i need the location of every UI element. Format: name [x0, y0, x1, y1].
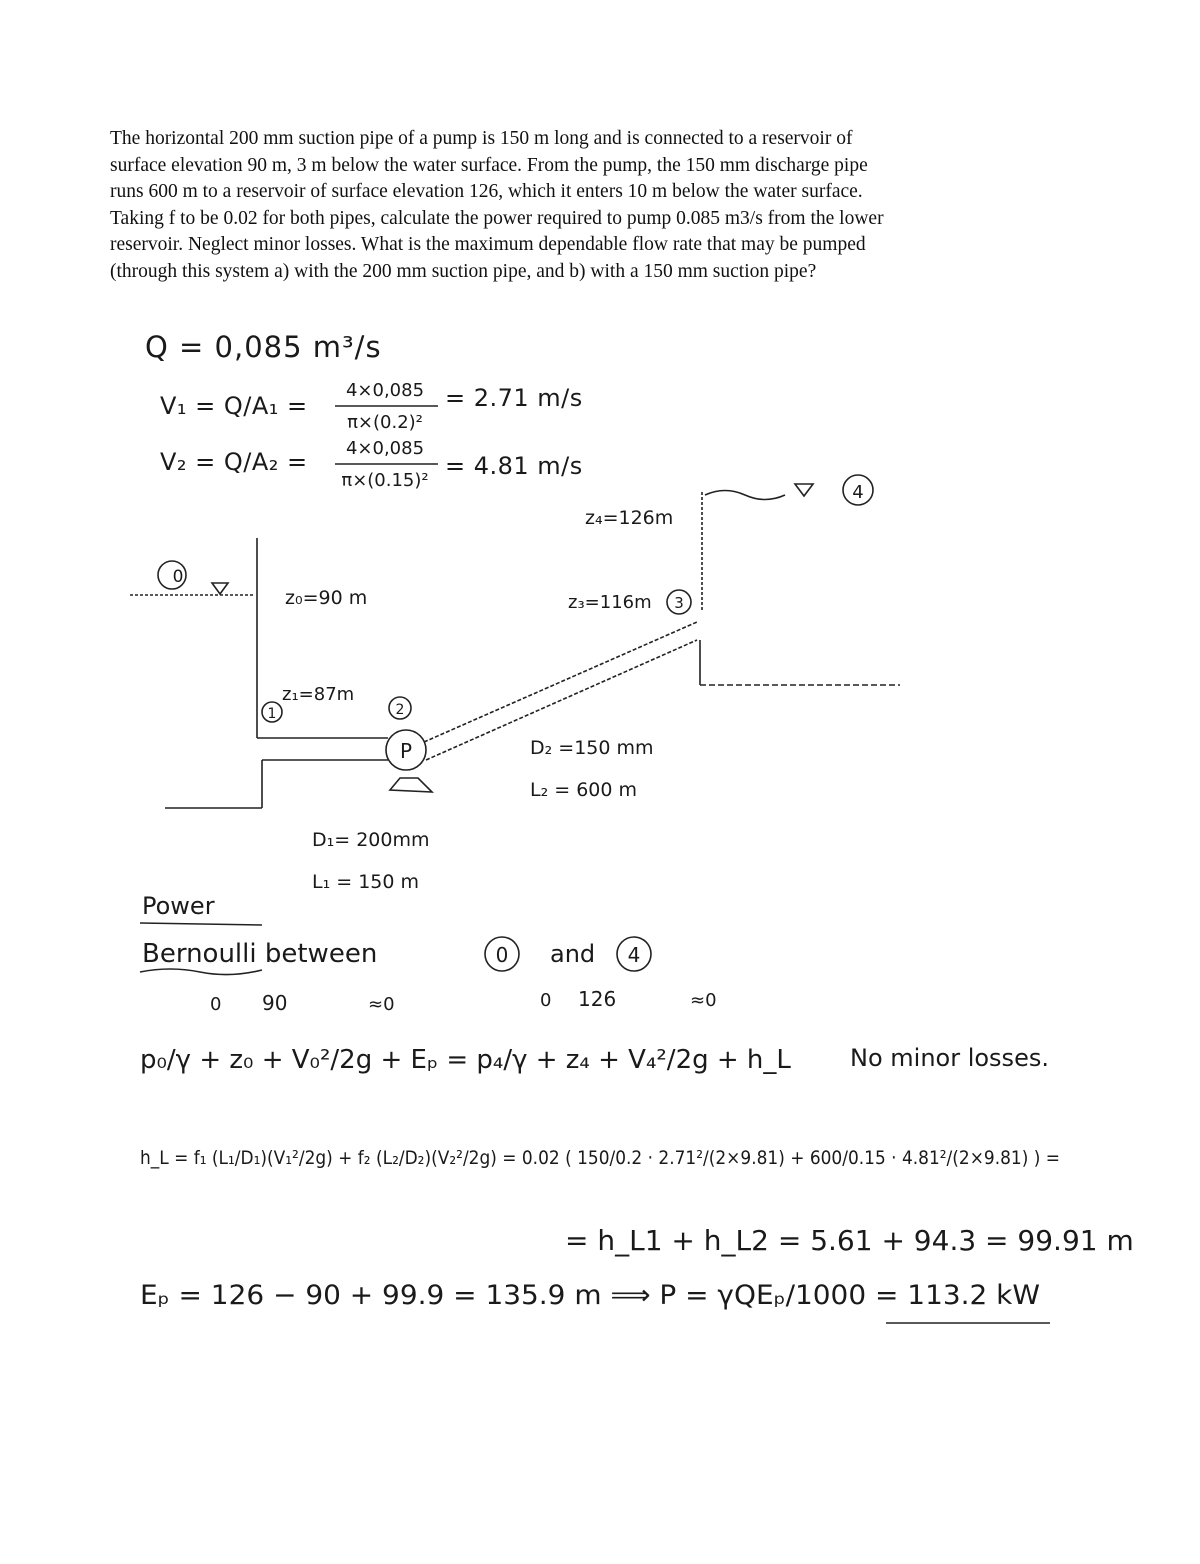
- pump-symbol: [386, 730, 426, 770]
- problem-line: (through this system a) with the 200 mm suction pipe, and b) with a 150 mm suction pipe?: [110, 260, 817, 282]
- point-label: 1: [267, 706, 277, 722]
- point-marker-4: [617, 937, 651, 971]
- point-marker-1: [262, 702, 282, 722]
- problem-line: Taking f to be 0.02 for both pipes, calculate the power required to pump 0.085 m3/s from the lower: [110, 207, 884, 229]
- point-marker-0: [158, 561, 186, 589]
- point-label: 2: [395, 702, 405, 718]
- problem-statement: [110, 126, 1070, 285]
- point-label: 0: [172, 567, 184, 587]
- annotation-p0: 0: [210, 994, 222, 1015]
- point-marker-2: [389, 697, 411, 719]
- point-marker-0: [485, 937, 519, 971]
- v1-label: V₁ = Q/A₁ =: [160, 392, 308, 420]
- suction-length: L₁ = 150 m: [312, 871, 420, 893]
- point-marker-4: [843, 475, 873, 505]
- flow-rate: Q = 0,085 m³/s: [145, 330, 382, 364]
- elevation-z4: z₄=126m: [585, 507, 674, 529]
- v2-result: = 4.81 m/s: [445, 452, 583, 480]
- power-heading: Power: [142, 892, 215, 920]
- suction-diameter: D₁= 200mm: [312, 829, 430, 851]
- point-label: 4: [852, 482, 864, 503]
- annotation-v4: ≈0: [690, 990, 717, 1011]
- water-surface-icon: [212, 583, 228, 594]
- annotation-p4: 0: [540, 990, 552, 1011]
- v1-result: = 2.71 m/s: [445, 384, 583, 412]
- discharge-pipe: [424, 622, 697, 742]
- discharge-length: L₂ = 600 m: [530, 779, 638, 801]
- heading-underline: [140, 969, 262, 975]
- problem-line: reservoir. Neglect minor losses. What is the maximum dependable flow rate that may be pumped: [110, 234, 866, 255]
- v2-numerator: 4×0,085: [345, 438, 425, 459]
- problem-line: The horizontal 200 mm suction pipe of a pump is 150 m long and is connected to a reservoir of: [110, 128, 853, 149]
- problem-line: runs 600 m to a reservoir of surface elevation 126, which it enters 10 m below the water surface.: [110, 181, 863, 202]
- heading-underline: [140, 923, 262, 925]
- head-loss-result: = h_L1 + h_L2 = 5.61 + 94.3 = 99.91 m: [565, 1224, 1134, 1257]
- discharge-diameter: D₂ =150 mm: [530, 737, 654, 759]
- problem-line: surface elevation 90 m, 3 m below the water surface. From the pump, the 150 mm discharge pipe: [110, 154, 868, 176]
- energy-equation: p₀/γ + z₀ + V₀²/2g + Eₚ = p₄/γ + z₄ + V₄²/2g + h_L: [140, 1045, 791, 1075]
- elevation-z3: z₃=116m: [568, 592, 652, 613]
- elevation-z0: z₀=90 m: [285, 587, 368, 609]
- annotation-z4: 126: [578, 987, 617, 1011]
- point-marker-3: [667, 590, 691, 614]
- no-minor-losses-note: No minor losses.: [850, 1044, 1049, 1072]
- water-surface-icon: [795, 484, 813, 496]
- annotation-z0: 90: [262, 991, 288, 1015]
- point-label: 4: [627, 943, 641, 967]
- upper-reservoir-surface: [705, 491, 785, 500]
- pump-energy-power-result: Eₚ = 126 − 90 + 99.9 = 135.9 m ⟹ P = γQEₚ/1000 = 113.2 kW: [140, 1280, 1040, 1311]
- point-label: 3: [674, 594, 684, 612]
- pump-base: [390, 778, 432, 792]
- v1-numerator: 4×0,085: [345, 380, 425, 401]
- pump-label: P: [399, 739, 413, 763]
- and-label: and: [550, 940, 596, 968]
- discharge-pipe: [426, 640, 697, 760]
- annotation-v0: ≈0: [368, 994, 395, 1015]
- bernoulli-heading: Bernoulli between: [142, 939, 378, 969]
- v2-label: V₂ = Q/A₂ =: [160, 448, 308, 476]
- head-loss-equation: h_L = f₁ (L₁/D₁)(V₁²/2g) + f₂ (L₂/D₂)(V₂²/2g) = 0.02 ( 150/0.2 · 2.71²/(2×9.81) + 600/0.15 · 4.81²/(2×9.81) ) =: [140, 1147, 1060, 1169]
- point-label: 0: [495, 943, 509, 967]
- elevation-z1: z₁=87m: [282, 684, 355, 705]
- v2-denominator: π×(0.15)²: [341, 470, 429, 491]
- v1-denominator: π×(0.2)²: [347, 412, 423, 433]
